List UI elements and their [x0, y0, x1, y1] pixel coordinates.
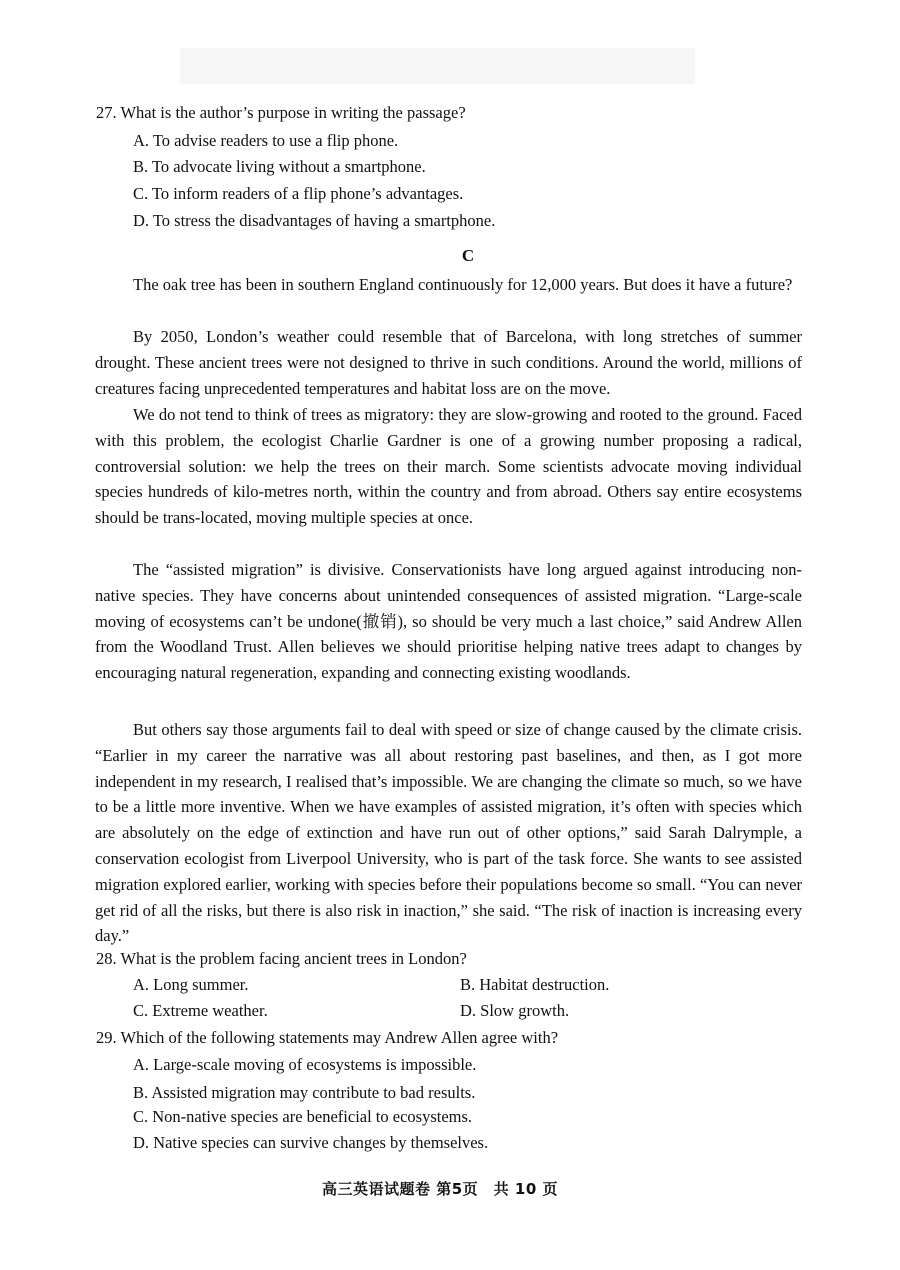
question-29-option-d: D. Native species can survive changes by themselves. [133, 1133, 489, 1152]
question-29-option-a: A. Large-scale moving of ecosystems is impossible. [133, 1055, 477, 1074]
question-28-option-d: D. Slow growth. [460, 1001, 570, 1020]
header-blank-area [180, 48, 695, 84]
section-heading: C [461, 246, 475, 265]
question-28-stem: 28. What is the problem facing ancient trees in London? [96, 949, 467, 968]
question-28-option-c: C. Extreme weather. [133, 1001, 268, 1020]
question-29-option-b: B. Assisted migration may contribute to bad results. [133, 1083, 476, 1102]
passage-paragraph-3: We do not tend to think of trees as migratory: they are slow-growing and rooted to the ground. Faced with this problem, the ecologist Charlie Gardner is one of a growing number proposing a radical, controversial solution: we help the trees on their march. Some scientists advocate moving individual species hundreds of kilo-metres north, within the country and from abroad. Others say entire ecosystems should be trans-located, moving multiple species at once. [95, 405, 802, 528]
question-27-option-b: B. To advocate living without a smartphone. [133, 157, 426, 176]
passage-paragraph-2: By 2050, London’s weather could resemble that of Barcelona, with long stretches of summer drought. These ancient trees were not designed to thrive in such conditions. Around the world, millions of creatures facing unprecedented temperatures and habitat loss are on the move. [95, 327, 802, 398]
question-28-option-b: B. Habitat destruction. [460, 975, 610, 994]
question-29-option-c: C. Non-native species are beneficial to ecosystems. [133, 1107, 473, 1126]
passage-paragraph-5: But others say those arguments fail to deal with speed or size of change caused by the climate crisis. “Earlier in my career the narrative was all about restoring past baselines, and then, as I got more independent in my research, I realised that’s impossible. We are changing the climate so much, so we have to be a little more inventive. When we have examples of assisted migration, it’s often with species which are absolutely on the edge of extinction and have run out of other options,” said Sarah Dalrymple, a conservation ecologist from Liverpool University, who is part of the task force. She wants to see assisted migration explored earlier, working with species before their populations become so small. “You can never get rid of all the risks, but there is also risk in inaction,” she said. “The risk of inaction is increasing every day.” [95, 720, 802, 946]
passage-paragraph-1: The oak tree has been in southern England continuously for 12,000 years. But does it have a future? [133, 275, 793, 294]
page-footer: 高三英语试题卷 第5页 共 10 页 [322, 1180, 558, 1198]
question-29-stem: 29. Which of the following statements may Andrew Allen agree with? [96, 1028, 559, 1047]
question-27-option-a: A. To advise readers to use a flip phone. [133, 131, 399, 150]
question-27-option-d: D. To stress the disadvantages of having a smartphone. [133, 211, 496, 230]
question-27-stem: 27. What is the author’s purpose in writing the passage? [96, 103, 466, 122]
question-27-option-c: C. To inform readers of a flip phone’s advantages. [133, 184, 464, 203]
passage-paragraph-4: The “assisted migration” is divisive. Conservationists have long argued against introducing non-native species. They have concerns about unintended consequences of assisted migration. “Large-scale moving of ecosystems can’t be undone(撤销), so should be very much a last choice,” said Andrew Allen from the Woodland Trust. Allen believes we should prioritise helping native trees adapt to changes by encouraging natural regeneration, expanding and connecting existing woodlands. [95, 560, 802, 683]
question-28-option-a: A. Long summer. [133, 975, 249, 994]
